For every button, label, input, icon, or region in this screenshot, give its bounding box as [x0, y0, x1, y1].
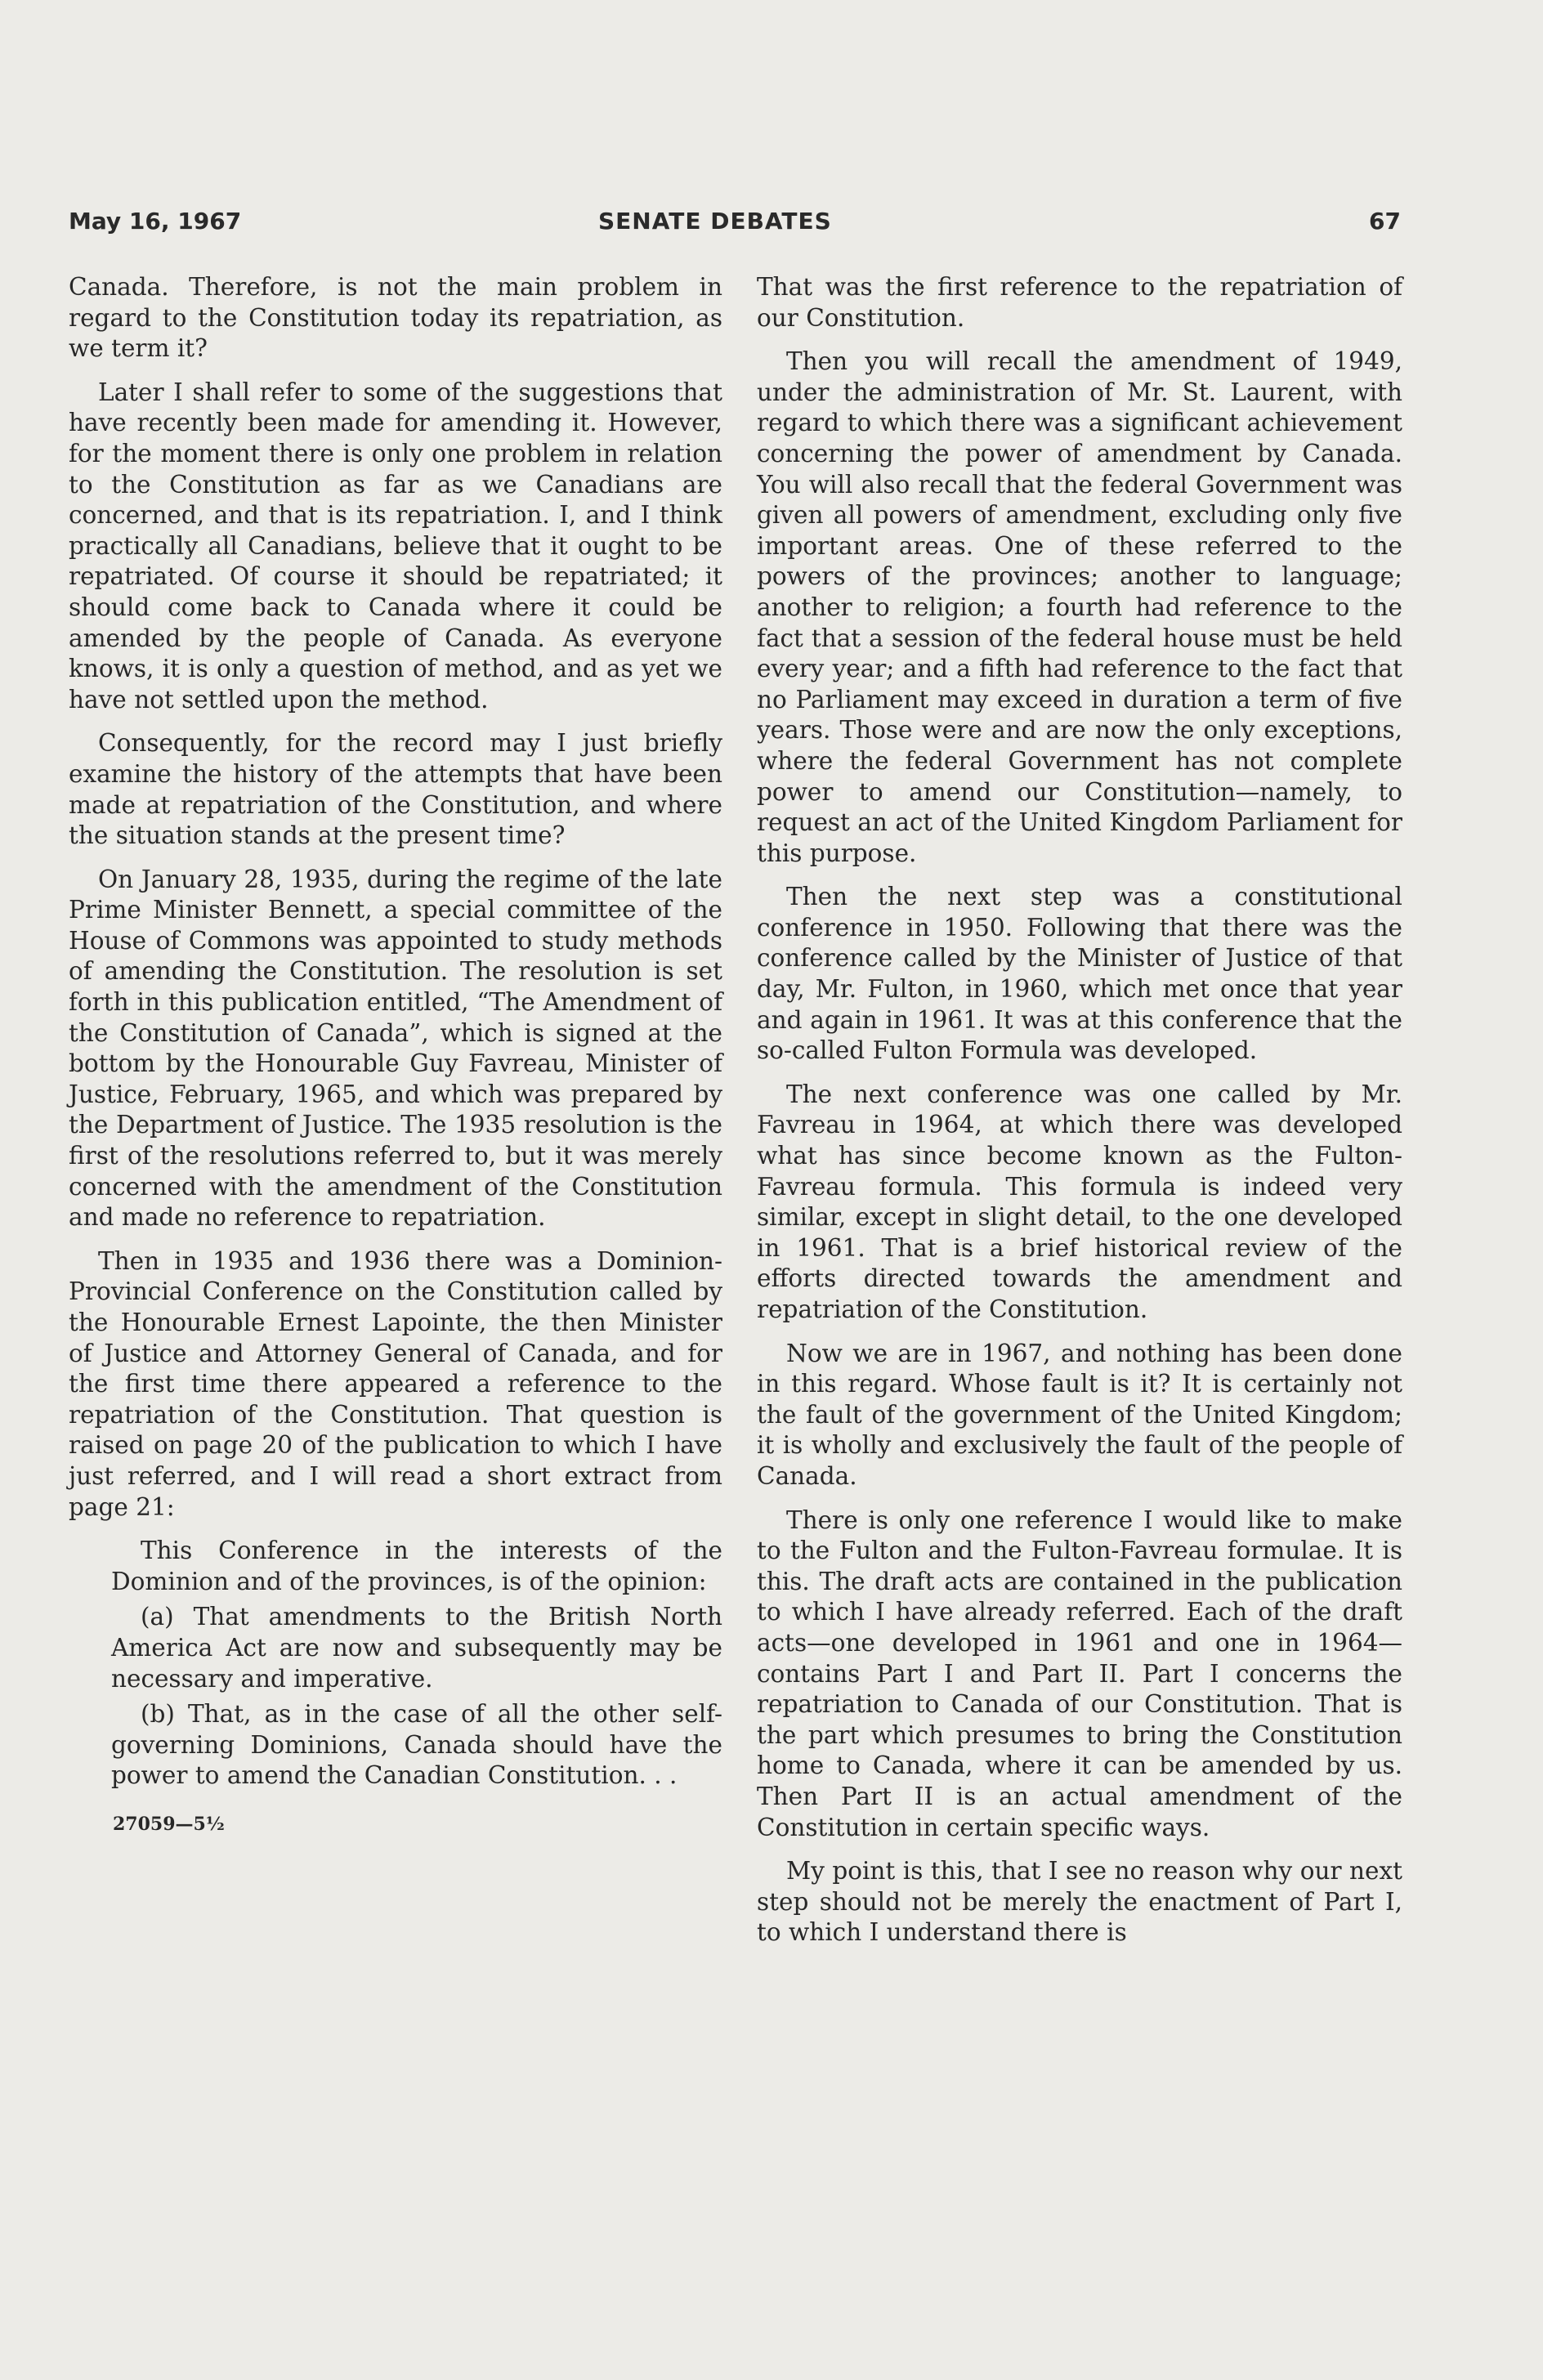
printer-mark: 27059—5½	[113, 1813, 225, 1835]
paragraph: Consequently, for the record may I just briefly examine the history of the attempts that have been made at repatriation of the Constitution, and where the situation stands at the present time?	[69, 729, 722, 850]
header-title: SENATE DEBATES	[598, 208, 832, 235]
quoted-paragraph: This Conference in the interests of the Dominion and of the provinces, is of the opinion:	[111, 1537, 722, 1595]
paragraph: My point is this, that I see no reason why our next step should not be merely the enactment of Part I, to which I understand there is	[757, 1857, 1402, 1947]
paragraph: There is only one reference I would like to make to the Fulton and the Fulton-Favreau formulae. It is this. The draft acts are contained in the publication to which I have already referred. Each of the draft acts—one developed in 1961 and one in 1964—contains Part I and Part II. Part I concerns the repatriation to Canada of our Constitution. That is the part which presumes to bring the Constitution home to Canada, where it can be amended by us. Then Part II is an actual amendment of the Constitution in certain specific ways.	[757, 1505, 1402, 1841]
paragraph: Then in 1935 and 1936 there was a Dominion-Provincial Conference on the Constitution called by the Honourable Ernest Lapointe, the then Minister of Justice and Attorney General of Canada, and for the first time there appeared a reference to the repatriation of the Constitution. That question is raised on page 20 of the publication to which I have just referred, and I will read a short extract from page 21:	[69, 1246, 722, 1521]
paragraph: Then you will recall the amendment of 1949, under the administration of Mr. St. Laurent, with regard to which there was a significant achievement concerning the power of amendment by Canada. You will also recall that the federal Government was given all powers of amendment, excluding only five important areas. One of these referred to the powers of the provinces; another to language; another to religion; a fourth had reference to the fact that a session of the federal house must be held every year; and a fifth had reference to the fact that no Parliament may exceed in duration a term of five years. Those were and are now the only exceptions, where the federal Government has not complete power to amend our Constitution—namely, to request an act of the United Kingdom Parliament for this purpose.	[757, 347, 1402, 867]
paragraph: That was the first reference to the repatriation of our Constitution.	[757, 273, 1402, 332]
paragraph: The next conference was one called by Mr. Favreau in 1964, at which there was developed what has since become known as the Fulton-Favreau formula. This formula is indeed very similar, except in slight detail, to the one developed in 1961. That is a brief historical review of the efforts directed towards the amendment and repatriation of the Constitution.	[757, 1080, 1402, 1323]
paragraph: Then the next step was a constitutional conference in 1950. Following that there was the conference called by the Minister of Justice of that day, Mr. Fulton, in 1960, which met once that year and again in 1961. It was at this conference that the so-called Fulton Formula was developed.	[757, 883, 1402, 1065]
paragraph: Now we are in 1967, and nothing has been done in this regard. Whose fault is it? It is certainly not the fault of the government of the United Kingdom; it is wholly and exclusively the fault of the people of Canada.	[757, 1339, 1402, 1490]
left-column	[69, 272, 722, 1841]
quoted-paragraph: (b) That, as in the case of all the other self-governing Dominions, Canada should have the power to amend the Canadian Constitution. . .	[111, 1700, 722, 1790]
paragraph: Later I shall refer to some of the suggestions that have recently been made for amending it. However, for the moment there is only one problem in relation to the Constitution as far as we Canadians are concerned, and that is its repatriation. I, and I think practically all Canadians, believe that it ought to be repatriated. Of course it should be repatriated; it should come back to Canada where it could be amended by the people of Canada. As everyone knows, it is only a question of method, and as yet we have not settled upon the method.	[69, 378, 722, 714]
paragraph: On January 28, 1935, during the regime of the late Prime Minister Bennett, a special committee of the House of Commons was appointed to study methods of amending the Constitution. The resolution is set forth in this publication entitled, “The Amendment of the Constitution of Canada”, which is signed at the bottom by the Honourable Guy Favreau, Minister of Justice, February, 1965, and which was prepared by the Department of Justice. The 1935 resolution is the first of the resolutions referred to, but it was merely concerned with the amendment of the Constitution and made no reference to repatriation.	[69, 865, 722, 1232]
right-column	[757, 272, 1402, 1962]
quoted-paragraph: (a) That amendments to the British North America Act are now and subsequently may be necessary and imperative.	[111, 1603, 722, 1693]
header-date: May 16, 1967	[69, 208, 242, 235]
page-number: 67	[1369, 208, 1401, 235]
page-header	[69, 208, 1401, 244]
paragraph: Canada. Therefore, is not the main problem in regard to the Constitution today its repatriation, as we term it?	[69, 273, 722, 363]
